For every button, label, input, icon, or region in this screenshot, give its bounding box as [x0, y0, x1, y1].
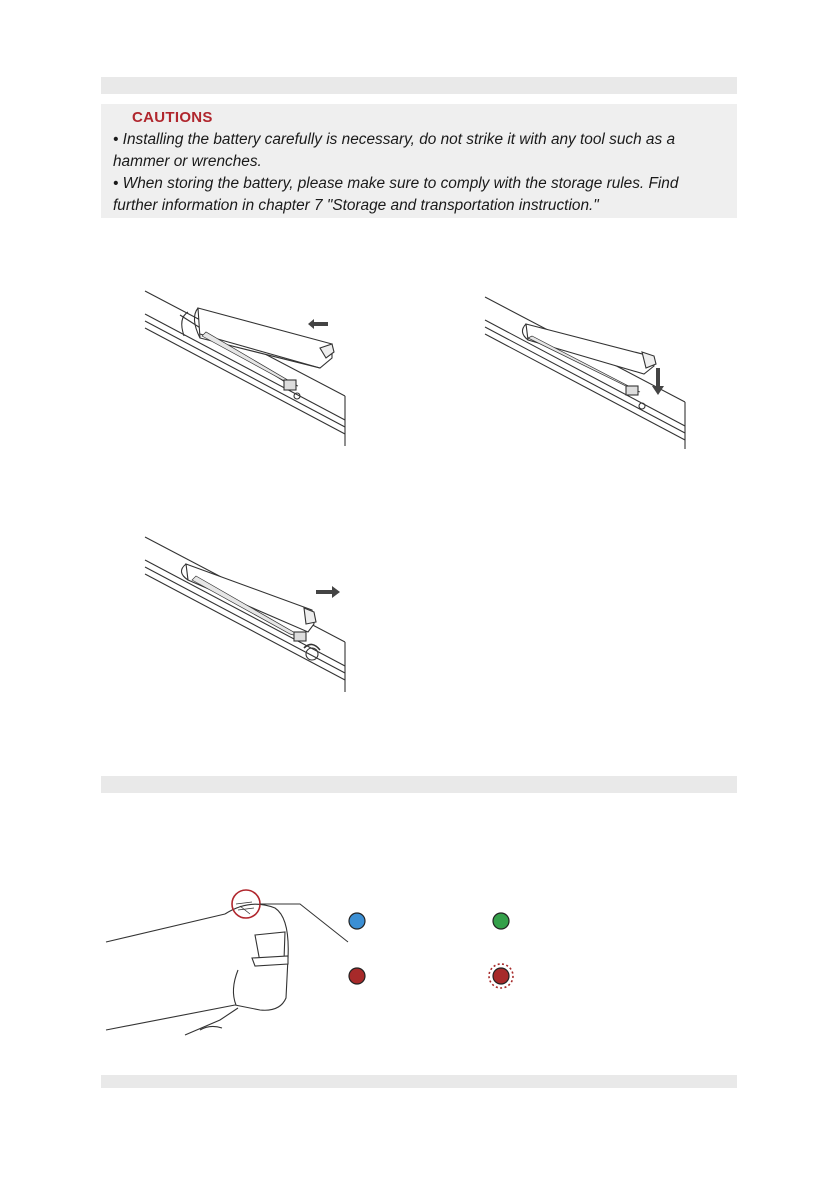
led-red-indicator	[347, 966, 367, 991]
arrow-down-icon	[652, 368, 664, 395]
section-header-bar-2	[101, 776, 737, 793]
arrow-right-icon	[316, 586, 340, 598]
caution-item-1-line-1: • Installing the battery carefully is necessary, do not strike it with any tool such as a	[113, 131, 675, 148]
arrow-left-icon	[308, 319, 328, 329]
battery-insert-step-2-illustration	[480, 294, 690, 454]
section-footer-bar	[101, 1075, 737, 1088]
caution-item-1-line-2: hammer or wrenches.	[113, 153, 262, 170]
led-red-blinking-indicator	[486, 961, 516, 996]
battery-indicator-illustration	[100, 880, 360, 1040]
cautions-box	[101, 104, 737, 218]
battery-lock-step-illustration	[140, 534, 352, 696]
led-green-indicator	[491, 911, 511, 936]
caution-item-2-line-1: • When storing the battery, please make sure to comply with the storage rules. Find	[113, 175, 679, 192]
cautions-title: CAUTIONS	[132, 109, 213, 126]
section-header-bar	[101, 77, 737, 94]
caution-item-2-line-2: further information in chapter 7 "Storage and transportation instruction."	[113, 197, 599, 214]
battery-insert-step-1-illustration	[140, 288, 350, 450]
led-blue-indicator	[347, 911, 367, 936]
